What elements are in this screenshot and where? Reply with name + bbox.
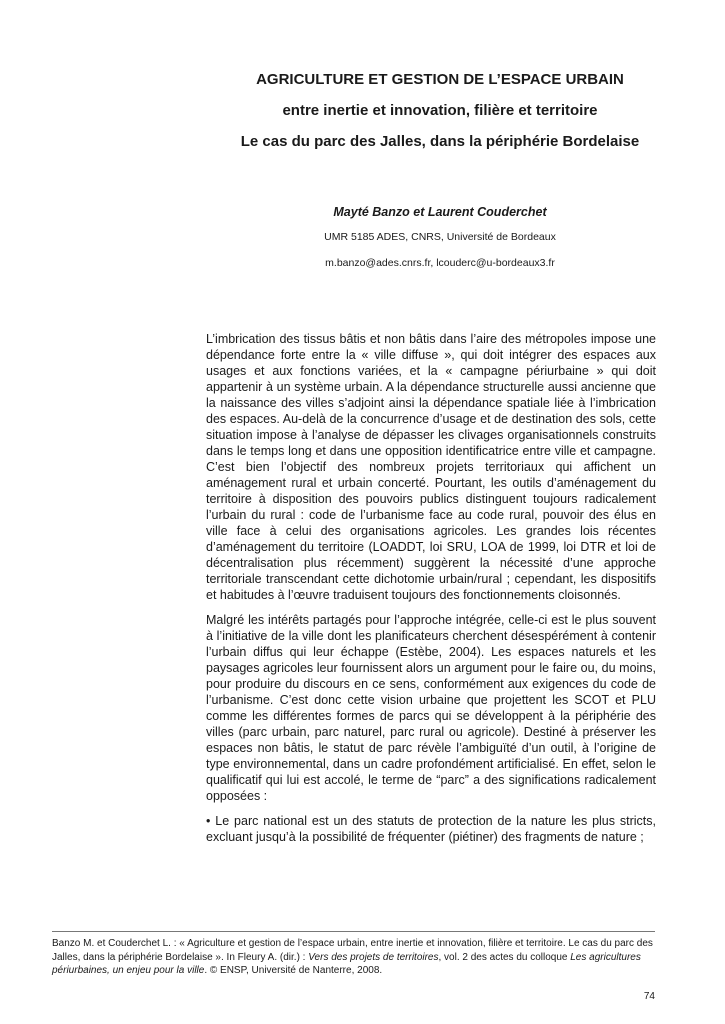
title-block — [200, 64, 680, 157]
citation-italic-title: Les agricultures périurbaines, un enjeu pour la ville — [52, 951, 641, 976]
affiliation: UMR 5185 ADES, CNRS, Université de Bordeaux — [324, 231, 556, 243]
case-title: Le cas du parc des Jalles, dans la périphérie Bordelaise — [240, 133, 640, 150]
author-emails: m.banzo@ades.cnrs.fr, lcouderc@u-bordeaux3.fr — [325, 257, 555, 269]
body-text — [206, 331, 656, 854]
citation-text: Banzo M. et Couderchet L. : « Agriculture et gestion de l’espace urbain, entre inertie et innovation, filière et territoire. Le cas du parc des Jalles, dans la périphérie Bordelaise ». In Fleury A. (dir.) : — [52, 938, 653, 963]
subtitle: entre inertie et innovation, filière et territoire — [282, 102, 598, 119]
citation-text: . © ENSP, Université de Nanterre, 2008. — [204, 965, 383, 976]
paragraph: Malgré les intérêts partagés pour l’approche intégrée, celle-ci est le plus souvent à l’initiative de la ville dont les planificateurs cherchent désespérément à contenir l’urbain diffus qui leur échappe (Estèbe, 2004). Les espaces naturels et les paysages agricoles leur fournissent alors un argument pour le faire ou, du moins, pour produire du discours en ce sens, conformément aux exigences du code de l’urbanisme. C’est donc cette vision urbaine que projettent les SCOT et PLU comme les différentes formes de parcs qui se développent à la périphérie des villes (parc urbain, parc naturel, parc rural ou agricole). Destiné à préserver les espaces non bâtis, le statut de parc révèle l’ambiguïté d’un outil, à l’origine de type environnemental, dans un cadre profondément artificialisé. En effet, selon le qualificatif qui lui est accolé, le terme de “parc” a des significations radicalement opposées : — [206, 613, 656, 803]
paragraph: L’imbrication des tissus bâtis et non bâtis dans l’aire des métropoles impose une dépendance forte entre la « ville diffuse », qui doit intégrer des espaces aux usages et aux fonctions variées, et la « campagne périurbaine » qui doit appartenir à un système urbain. A la dépendance structurelle aussi ancienne que la naissance des villes s’adjoint ainsi la dépendance spatiale liée à l’imbrication des espaces. Au-delà de la concurrence d’usage et de destination des sols, cette situation impose à l’analyse de dépasser les clivages organisationnels construits dans le temps long et dans une opposition identificatrice entre ville et campagne. C’est bien l’objectif des nombreux projets territoriaux qui affichent un aménagement rural et urbain concerté. Pourtant, les outils d’aménagement du territoire à disposition des pouvoirs publics distinguent toujours radicalement l’urbain du rural : code de l’urbanisme face au code rural, pouvoir des élus en ville face à celui des organisations agricoles. Les grandes lois récentes d’aménagement du territoire (LOADDT, loi SRU, LOA de 1999, loi DTR et loi de décentralisation plus récemment) suggèrent la nécessité d’une approche territoriale transcendant cette dichotomie urbain/rural ; cependant, les dispositifs et habitudes à l’œuvre traduisent toujours des fonctionnements cloisonnés. — [206, 332, 656, 602]
page-number: 74 — [643, 991, 655, 1002]
citation-text: , vol. 2 des actes du colloque — [438, 951, 571, 963]
main-title: AGRICULTURE ET GESTION DE L’ESPACE URBAIN — [256, 71, 624, 88]
bullet-paragraph: • Le parc national est un des statuts de protection de la nature les plus stricts, excluant jusqu’à la possibilité de fréquenter (piétiner) des fragments de nature ; — [206, 814, 656, 844]
author-names: Mayté Banzo et Laurent Couderchet — [333, 205, 547, 219]
citation-footnote — [52, 937, 657, 978]
author-block — [300, 205, 580, 283]
footnote-divider — [52, 931, 655, 932]
citation-italic-title: Vers des projets de territoires — [308, 951, 439, 963]
